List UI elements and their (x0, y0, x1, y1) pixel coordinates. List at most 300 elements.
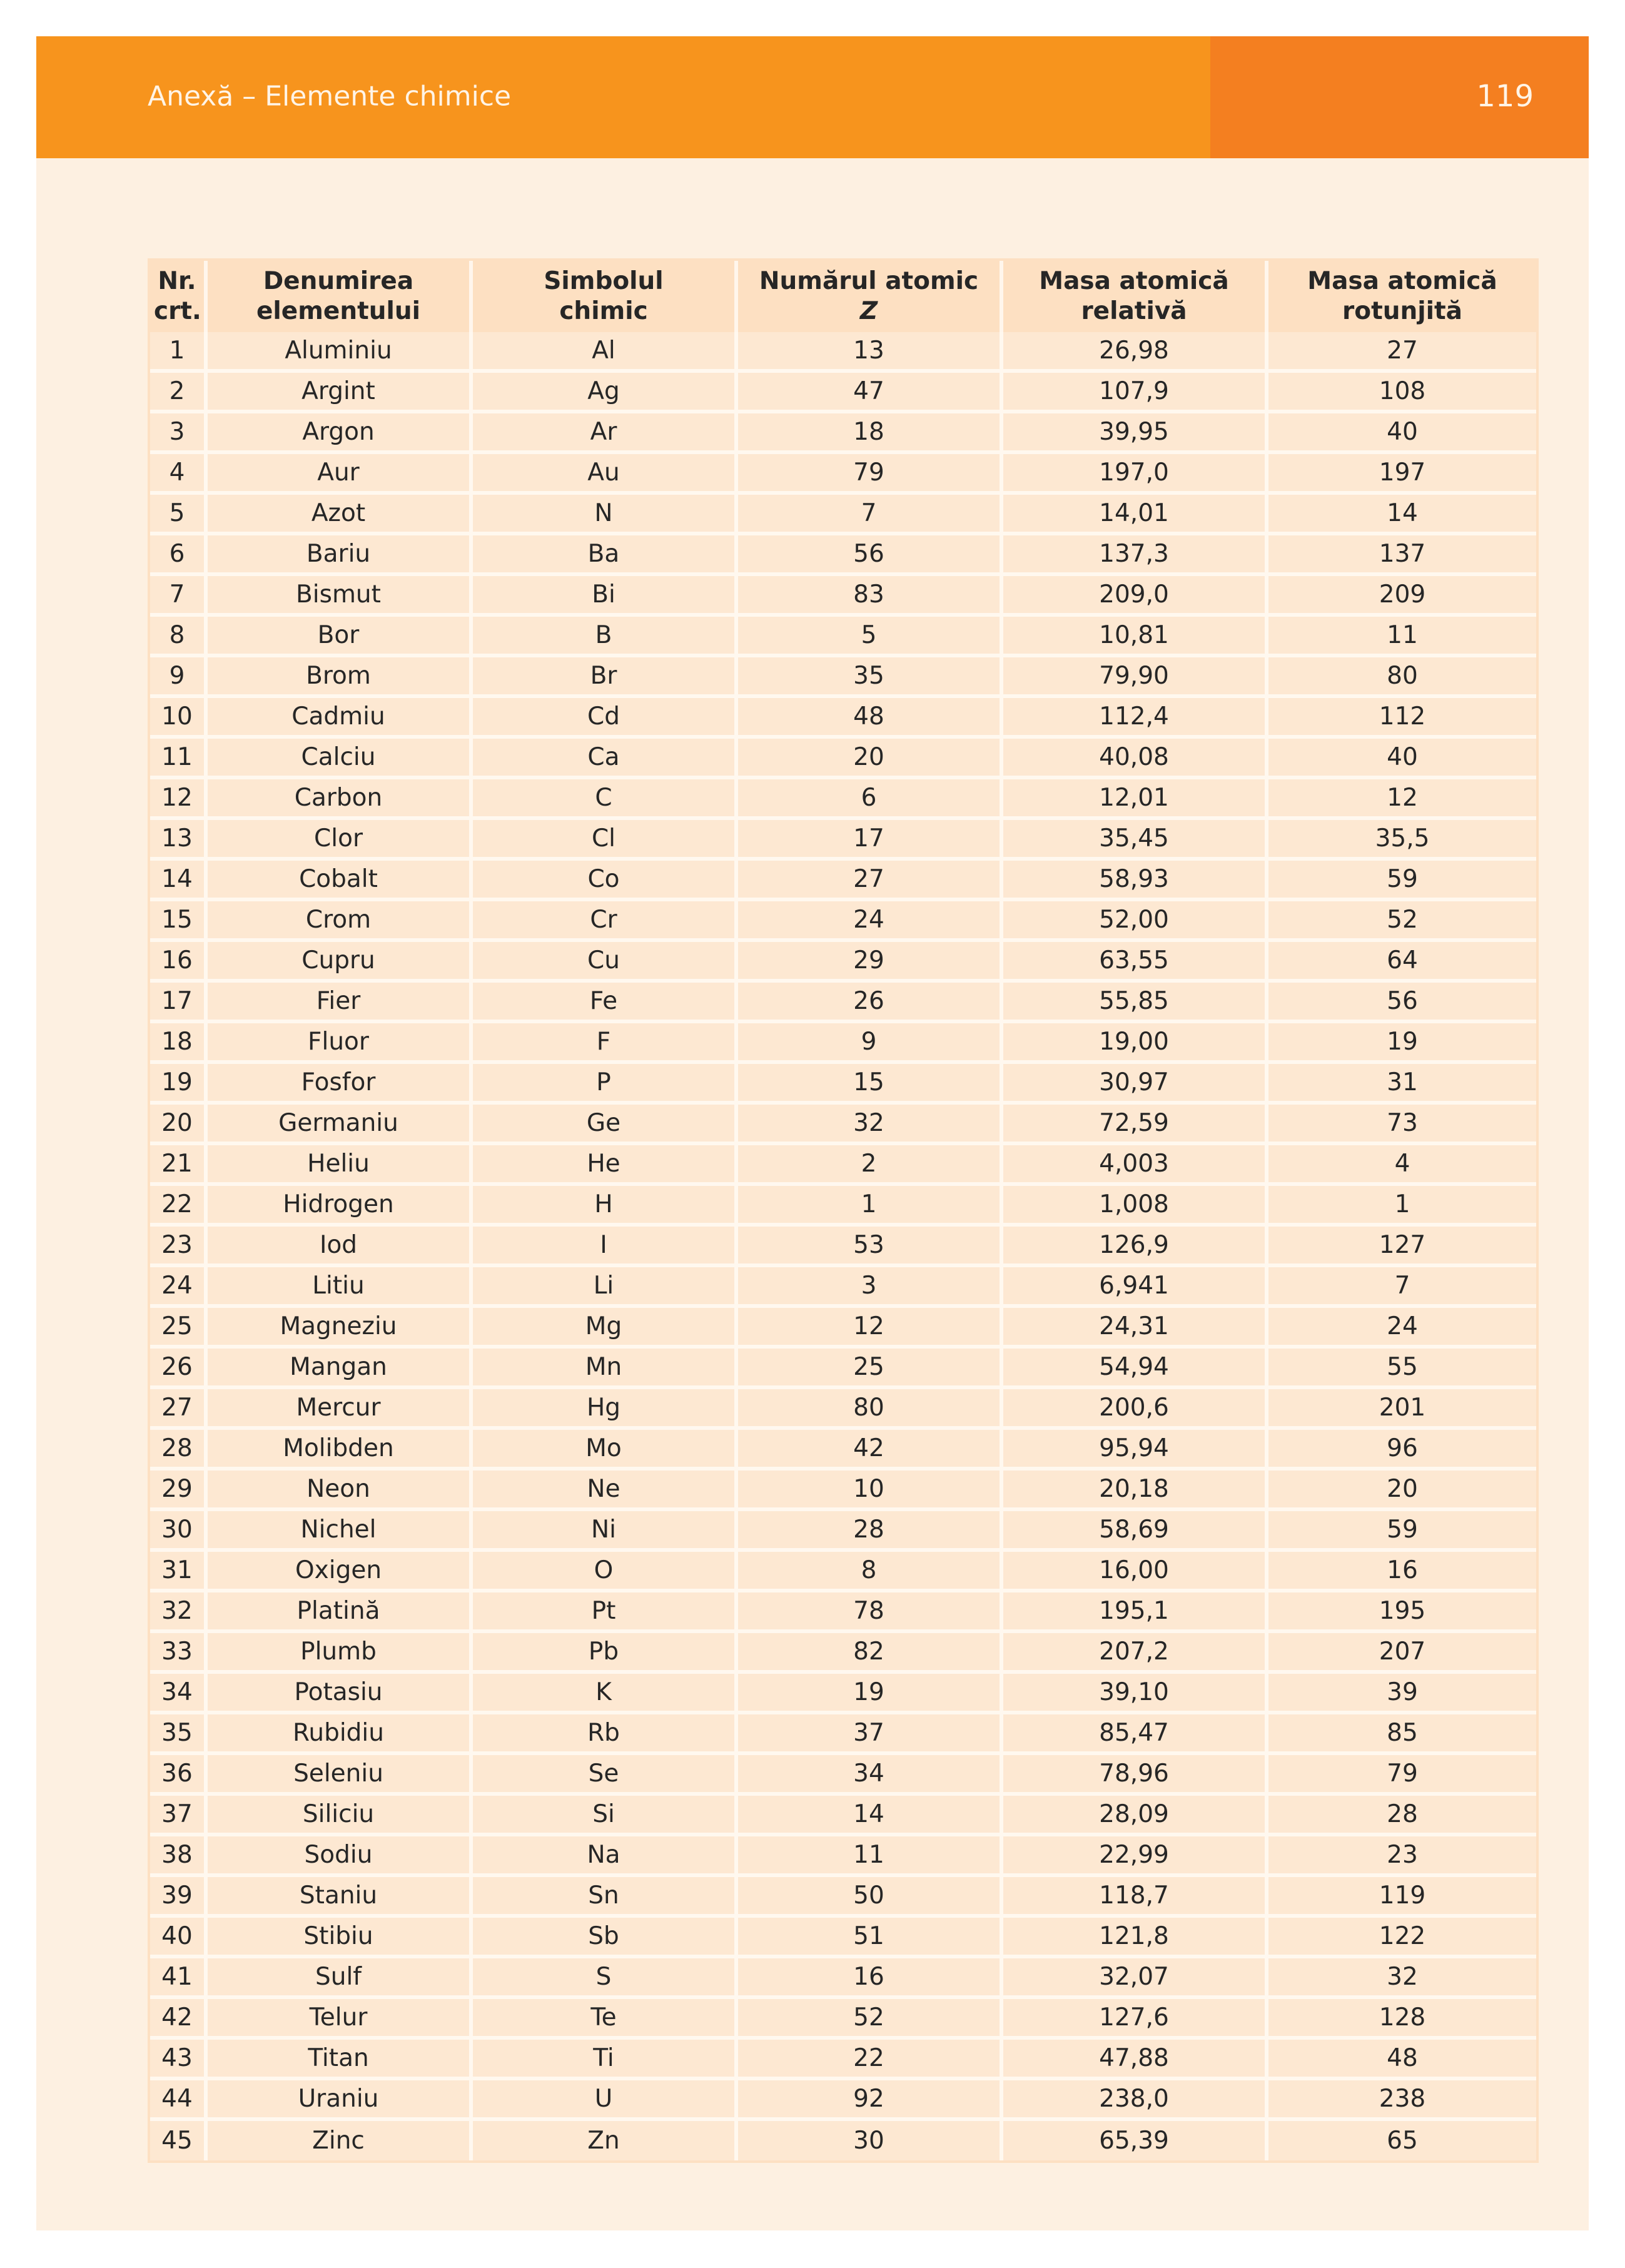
relative-mass-cell: 78,96 (1003, 1755, 1268, 1796)
table-row (150, 901, 1536, 942)
element-name-cell: Oxigen (208, 1552, 473, 1592)
atomic-number-cell: 16 (738, 1958, 1003, 1999)
relative-mass-cell: 4,003 (1003, 1145, 1268, 1186)
rounded-mass-cell: 16 (1268, 1552, 1536, 1592)
element-symbol-cell: F (473, 1023, 738, 1064)
table-row (150, 698, 1536, 739)
row-number-cell: 15 (150, 901, 208, 942)
row-number-cell: 26 (150, 1349, 208, 1389)
atomic-number-cell: 30 (738, 2121, 1003, 2160)
row-number-cell: 20 (150, 1105, 208, 1145)
rounded-mass-cell: 35,5 (1268, 820, 1536, 861)
rounded-mass-cell: 31 (1268, 1064, 1536, 1105)
table-body (150, 332, 1536, 2160)
table-row (150, 1714, 1536, 1755)
atomic-number-cell: 7 (738, 495, 1003, 535)
atomic-number-cell: 56 (738, 535, 1003, 576)
page-header (36, 36, 1589, 158)
relative-mass-cell: 39,10 (1003, 1674, 1268, 1714)
table-row (150, 2040, 1536, 2080)
atomic-number-cell: 32 (738, 1105, 1003, 1145)
element-symbol-cell: Br (473, 657, 738, 698)
relative-mass-cell: 107,9 (1003, 373, 1268, 413)
relative-mass-cell: 118,7 (1003, 1877, 1268, 1918)
element-name-cell: Aluminiu (208, 332, 473, 373)
element-symbol-cell: Ge (473, 1105, 738, 1145)
element-symbol-cell: Bi (473, 576, 738, 617)
row-number-cell: 3 (150, 413, 208, 454)
atomic-number-cell: 8 (738, 1552, 1003, 1592)
element-symbol-cell: Zn (473, 2121, 738, 2160)
atomic-number-cell: 37 (738, 1714, 1003, 1755)
table-row (150, 942, 1536, 983)
element-symbol-cell: Cr (473, 901, 738, 942)
row-number-cell: 37 (150, 1796, 208, 1836)
element-name-cell: Azot (208, 495, 473, 535)
table-row (150, 495, 1536, 535)
table-row (150, 1227, 1536, 1267)
atomic-number-cell: 11 (738, 1836, 1003, 1877)
atomic-number-cell: 35 (738, 657, 1003, 698)
element-symbol-cell: He (473, 1145, 738, 1186)
relative-mass-cell: 126,9 (1003, 1227, 1268, 1267)
row-number-cell: 25 (150, 1308, 208, 1349)
relative-mass-cell: 195,1 (1003, 1592, 1268, 1633)
page-number: 119 (1476, 79, 1534, 114)
table-row (150, 1592, 1536, 1633)
relative-mass-cell: 79,90 (1003, 657, 1268, 698)
element-name-cell: Iod (208, 1227, 473, 1267)
row-number-cell: 44 (150, 2080, 208, 2121)
element-name-cell: Cadmiu (208, 698, 473, 739)
row-number-cell: 5 (150, 495, 208, 535)
element-name-cell: Zinc (208, 2121, 473, 2160)
row-number-cell: 1 (150, 332, 208, 373)
rounded-mass-cell: 48 (1268, 2040, 1536, 2080)
relative-mass-cell: 112,4 (1003, 698, 1268, 739)
element-name-cell: Fluor (208, 1023, 473, 1064)
row-number-cell: 14 (150, 861, 208, 901)
table-row (150, 1877, 1536, 1918)
rounded-mass-cell: 238 (1268, 2080, 1536, 2121)
element-name-cell: Molibden (208, 1430, 473, 1471)
element-symbol-cell: Te (473, 1999, 738, 2040)
relative-mass-cell: 28,09 (1003, 1796, 1268, 1836)
element-symbol-cell: Si (473, 1796, 738, 1836)
element-symbol-cell: Mo (473, 1430, 738, 1471)
relative-mass-cell: 209,0 (1003, 576, 1268, 617)
row-number-cell: 13 (150, 820, 208, 861)
element-symbol-cell: Cd (473, 698, 738, 739)
rounded-mass-cell: 128 (1268, 1999, 1536, 2040)
page (36, 36, 1589, 2230)
atomic-number-cell: 10 (738, 1471, 1003, 1511)
row-number-cell: 18 (150, 1023, 208, 1064)
atomic-number-cell: 52 (738, 1999, 1003, 2040)
table-row (150, 413, 1536, 454)
atomic-number-cell: 19 (738, 1674, 1003, 1714)
relative-mass-cell: 10,81 (1003, 617, 1268, 657)
element-name-cell: Platină (208, 1592, 473, 1633)
table-row (150, 1267, 1536, 1308)
rounded-mass-cell: 64 (1268, 942, 1536, 983)
atomic-number-cell: 42 (738, 1430, 1003, 1471)
element-name-cell: Sulf (208, 1958, 473, 1999)
atomic-number-cell: 17 (738, 820, 1003, 861)
row-number-cell: 24 (150, 1267, 208, 1308)
table-row (150, 1349, 1536, 1389)
element-symbol-cell: H (473, 1186, 738, 1227)
table-row (150, 1471, 1536, 1511)
row-number-cell: 30 (150, 1511, 208, 1552)
table-row (150, 454, 1536, 495)
table-row (150, 617, 1536, 657)
element-name-cell: Carbon (208, 779, 473, 820)
row-number-cell: 16 (150, 942, 208, 983)
rounded-mass-cell: 195 (1268, 1592, 1536, 1633)
table-row (150, 657, 1536, 698)
element-symbol-cell: Cl (473, 820, 738, 861)
table-row (150, 1430, 1536, 1471)
relative-mass-cell: 137,3 (1003, 535, 1268, 576)
rounded-mass-cell: 96 (1268, 1430, 1536, 1471)
rounded-mass-cell: 79 (1268, 1755, 1536, 1796)
row-number-cell: 35 (150, 1714, 208, 1755)
relative-mass-cell: 58,69 (1003, 1511, 1268, 1552)
rounded-mass-cell: 32 (1268, 1958, 1536, 1999)
element-name-cell: Bor (208, 617, 473, 657)
element-name-cell: Seleniu (208, 1755, 473, 1796)
table-row (150, 1796, 1536, 1836)
relative-mass-cell: 121,8 (1003, 1918, 1268, 1958)
table-row (150, 1633, 1536, 1674)
element-symbol-cell: Ag (473, 373, 738, 413)
element-name-cell: Rubidiu (208, 1714, 473, 1755)
elements-table (148, 258, 1539, 2163)
row-number-cell: 27 (150, 1389, 208, 1430)
atomic-number-cell: 80 (738, 1389, 1003, 1430)
column-header-name: Denumirea elementului (208, 261, 473, 332)
element-name-cell: Litiu (208, 1267, 473, 1308)
rounded-mass-cell: 20 (1268, 1471, 1536, 1511)
relative-mass-cell: 197,0 (1003, 454, 1268, 495)
row-number-cell: 40 (150, 1918, 208, 1958)
element-name-cell: Uraniu (208, 2080, 473, 2121)
relative-mass-cell: 12,01 (1003, 779, 1268, 820)
element-symbol-cell: C (473, 779, 738, 820)
element-name-cell: Bariu (208, 535, 473, 576)
element-symbol-cell: B (473, 617, 738, 657)
row-number-cell: 31 (150, 1552, 208, 1592)
row-number-cell: 29 (150, 1471, 208, 1511)
rounded-mass-cell: 119 (1268, 1877, 1536, 1918)
row-number-cell: 12 (150, 779, 208, 820)
atomic-number-cell: 12 (738, 1308, 1003, 1349)
atomic-number-cell: 5 (738, 617, 1003, 657)
rounded-mass-cell: 56 (1268, 983, 1536, 1023)
atomic-number-cell: 51 (738, 1918, 1003, 1958)
rounded-mass-cell: 197 (1268, 454, 1536, 495)
relative-mass-cell: 35,45 (1003, 820, 1268, 861)
row-number-cell: 10 (150, 698, 208, 739)
rounded-mass-cell: 23 (1268, 1836, 1536, 1877)
table-row (150, 1674, 1536, 1714)
row-number-cell: 41 (150, 1958, 208, 1999)
element-name-cell: Heliu (208, 1145, 473, 1186)
rounded-mass-cell: 209 (1268, 576, 1536, 617)
element-name-cell: Mangan (208, 1349, 473, 1389)
atomic-number-cell: 25 (738, 1349, 1003, 1389)
atomic-number-cell: 79 (738, 454, 1003, 495)
table-row (150, 576, 1536, 617)
row-number-cell: 6 (150, 535, 208, 576)
row-number-cell: 45 (150, 2121, 208, 2160)
element-symbol-cell: S (473, 1958, 738, 1999)
relative-mass-cell: 16,00 (1003, 1552, 1268, 1592)
element-name-cell: Cupru (208, 942, 473, 983)
table-row (150, 1918, 1536, 1958)
element-symbol-cell: P (473, 1064, 738, 1105)
table-row (150, 1511, 1536, 1552)
element-name-cell: Brom (208, 657, 473, 698)
element-symbol-cell: Sb (473, 1918, 738, 1958)
atomic-number-cell: 48 (738, 698, 1003, 739)
atomic-number-cell: 34 (738, 1755, 1003, 1796)
table-row (150, 1105, 1536, 1145)
relative-mass-cell: 6,941 (1003, 1267, 1268, 1308)
element-symbol-cell: Ba (473, 535, 738, 576)
table-row (150, 1186, 1536, 1227)
table-row (150, 1958, 1536, 1999)
element-name-cell: Hidrogen (208, 1186, 473, 1227)
atomic-number-cell: 3 (738, 1267, 1003, 1308)
column-header-rounded-mass: Masa atomică rotunjită (1268, 261, 1536, 332)
row-number-cell: 19 (150, 1064, 208, 1105)
element-symbol-cell: Na (473, 1836, 738, 1877)
rounded-mass-cell: 127 (1268, 1227, 1536, 1267)
table-row (150, 1023, 1536, 1064)
rounded-mass-cell: 4 (1268, 1145, 1536, 1186)
rounded-mass-cell: 85 (1268, 1714, 1536, 1755)
row-number-cell: 8 (150, 617, 208, 657)
column-header-nr: Nr. crt. (150, 261, 208, 332)
atomic-number-cell: 24 (738, 901, 1003, 942)
relative-mass-cell: 95,94 (1003, 1430, 1268, 1471)
element-symbol-cell: Sn (473, 1877, 738, 1918)
rounded-mass-cell: 12 (1268, 779, 1536, 820)
row-number-cell: 22 (150, 1186, 208, 1227)
atomic-number-cell: 53 (738, 1227, 1003, 1267)
relative-mass-cell: 85,47 (1003, 1714, 1268, 1755)
element-symbol-cell: Pb (473, 1633, 738, 1674)
element-symbol-cell: Fe (473, 983, 738, 1023)
element-name-cell: Germaniu (208, 1105, 473, 1145)
rounded-mass-cell: 40 (1268, 739, 1536, 779)
element-symbol-cell: Pt (473, 1592, 738, 1633)
row-number-cell: 32 (150, 1592, 208, 1633)
atomic-number-cell: 14 (738, 1796, 1003, 1836)
element-symbol-cell: Co (473, 861, 738, 901)
rounded-mass-cell: 65 (1387, 2127, 1418, 2155)
atomic-number-cell: 29 (738, 942, 1003, 983)
rounded-mass-cell: 137 (1268, 535, 1536, 576)
element-name-cell: Magneziu (208, 1308, 473, 1349)
element-name-cell: Crom (208, 901, 473, 942)
element-name-cell: Telur (208, 1999, 473, 2040)
atomic-number-cell: 6 (738, 779, 1003, 820)
element-name-cell: Cobalt (208, 861, 473, 901)
atomic-number-cell: 15 (738, 1064, 1003, 1105)
relative-mass-cell: 54,94 (1003, 1349, 1268, 1389)
atomic-number-cell: 82 (738, 1633, 1003, 1674)
relative-mass-cell: 47,88 (1003, 2040, 1268, 2080)
element-name-cell: Sodiu (208, 1836, 473, 1877)
rounded-mass-cell: 201 (1268, 1389, 1536, 1430)
element-symbol-cell: Ar (473, 413, 738, 454)
row-number-cell: 9 (150, 657, 208, 698)
element-symbol-cell: Au (473, 454, 738, 495)
relative-mass-cell: 58,93 (1003, 861, 1268, 901)
relative-mass-cell: 72,59 (1003, 1105, 1268, 1145)
element-name-cell: Argon (208, 413, 473, 454)
element-name-cell: Bismut (208, 576, 473, 617)
relative-mass-cell: 22,99 (1003, 1836, 1268, 1877)
rounded-mass-cell: 207 (1268, 1633, 1536, 1674)
table-row (150, 373, 1536, 413)
relative-mass-cell: 40,08 (1003, 739, 1268, 779)
column-header-atomic-number: Numărul atomic Z (738, 261, 1003, 332)
element-symbol-cell: Mn (473, 1349, 738, 1389)
row-number-cell: 17 (150, 983, 208, 1023)
atomic-number-cell: 9 (738, 1023, 1003, 1064)
table-row (150, 1308, 1536, 1349)
element-name-cell: Nichel (208, 1511, 473, 1552)
table-row (150, 820, 1536, 861)
row-number-cell: 21 (150, 1145, 208, 1186)
table-row (150, 1064, 1536, 1105)
atomic-number-cell: 2 (738, 1145, 1003, 1186)
element-symbol-cell: O (473, 1552, 738, 1592)
element-name-cell: Fosfor (208, 1064, 473, 1105)
element-name-cell: Neon (208, 1471, 473, 1511)
rounded-mass-cell: 59 (1268, 1511, 1536, 1552)
element-symbol-cell: Ti (473, 2040, 738, 2080)
element-symbol-cell: Al (473, 332, 738, 373)
relative-mass-cell: 207,2 (1003, 1633, 1268, 1674)
element-symbol-cell: Cu (473, 942, 738, 983)
table-row (150, 1755, 1536, 1796)
table-row (150, 1836, 1536, 1877)
table-row (150, 779, 1536, 820)
row-number-cell: 34 (150, 1674, 208, 1714)
element-name-cell: Stibiu (208, 1918, 473, 1958)
element-symbol-cell: Ni (473, 1511, 738, 1552)
element-name-cell: Plumb (208, 1633, 473, 1674)
element-name-cell: Argint (208, 373, 473, 413)
element-name-cell: Mercur (208, 1389, 473, 1430)
element-name-cell: Calciu (208, 739, 473, 779)
row-number-cell: 7 (150, 576, 208, 617)
element-name-cell: Aur (208, 454, 473, 495)
row-number-cell: 23 (150, 1227, 208, 1267)
element-name-cell: Titan (208, 2040, 473, 2080)
rounded-mass-cell: 108 (1268, 373, 1536, 413)
relative-mass-cell: 65,39 (1003, 2121, 1268, 2160)
atomic-number-cell: 22 (738, 2040, 1003, 2080)
rounded-mass-cell: 19 (1268, 1023, 1536, 1064)
relative-mass-cell: 39,95 (1003, 413, 1268, 454)
element-symbol-cell: I (473, 1227, 738, 1267)
rounded-mass-cell: 14 (1268, 495, 1536, 535)
atomic-number-cell: 50 (738, 1877, 1003, 1918)
rounded-mass-cell: 11 (1268, 617, 1536, 657)
row-number-cell: 38 (150, 1836, 208, 1877)
element-symbol-cell: N (473, 495, 738, 535)
rounded-mass-cell: 1 (1268, 1186, 1536, 1227)
relative-mass-cell: 24,31 (1003, 1308, 1268, 1349)
row-number-cell: 36 (150, 1755, 208, 1796)
table-row (150, 1999, 1536, 2040)
rounded-mass-cell: 122 (1268, 1918, 1536, 1958)
element-name-cell: Siliciu (208, 1796, 473, 1836)
atomic-number-cell: 20 (738, 739, 1003, 779)
column-header-symbol: Simbolul chimic (473, 261, 738, 332)
rounded-mass-cell: 73 (1268, 1105, 1536, 1145)
table-header-row (150, 261, 1536, 332)
element-symbol-cell: K (473, 1674, 738, 1714)
element-name-cell: Fier (208, 983, 473, 1023)
relative-mass-cell: 238,0 (1003, 2080, 1268, 2121)
element-symbol-cell: Mg (473, 1308, 738, 1349)
relative-mass-cell: 55,85 (1003, 983, 1268, 1023)
relative-mass-cell: 14,01 (1003, 495, 1268, 535)
row-number-cell: 28 (150, 1430, 208, 1471)
table-row (150, 535, 1536, 576)
atomic-number-cell: 18 (738, 413, 1003, 454)
relative-mass-cell: 1,008 (1003, 1186, 1268, 1227)
rounded-mass-cell: 80 (1268, 657, 1536, 698)
row-number-cell: 43 (150, 2040, 208, 2080)
rounded-mass-cell: 112 (1268, 698, 1536, 739)
element-name-cell: Clor (208, 820, 473, 861)
table-row (150, 2121, 1536, 2160)
element-symbol-cell: U (473, 2080, 738, 2121)
rounded-mass-cell: 40 (1268, 413, 1536, 454)
table-row (150, 1145, 1536, 1186)
relative-mass-cell: 26,98 (1003, 332, 1268, 373)
atomic-number-cell: 92 (738, 2080, 1003, 2121)
table-row (150, 1552, 1536, 1592)
row-number-cell: 11 (150, 739, 208, 779)
table-row (150, 861, 1536, 901)
row-number-cell: 2 (150, 373, 208, 413)
atomic-number-cell: 28 (738, 1511, 1003, 1552)
rounded-mass-cell: 55 (1268, 1349, 1536, 1389)
atomic-number-cell: 78 (738, 1592, 1003, 1633)
row-number-cell: 4 (150, 454, 208, 495)
rounded-mass-cell: 27 (1268, 332, 1536, 373)
atomic-number-cell: 27 (738, 861, 1003, 901)
element-symbol-cell: Ne (473, 1471, 738, 1511)
element-symbol-cell: Li (473, 1267, 738, 1308)
table-row (150, 739, 1536, 779)
table-row (150, 1389, 1536, 1430)
row-number-cell: 33 (150, 1633, 208, 1674)
relative-mass-cell: 52,00 (1003, 901, 1268, 942)
atomic-number-cell: 26 (738, 983, 1003, 1023)
element-symbol-cell: Se (473, 1755, 738, 1796)
rounded-mass-cell: 59 (1268, 861, 1536, 901)
